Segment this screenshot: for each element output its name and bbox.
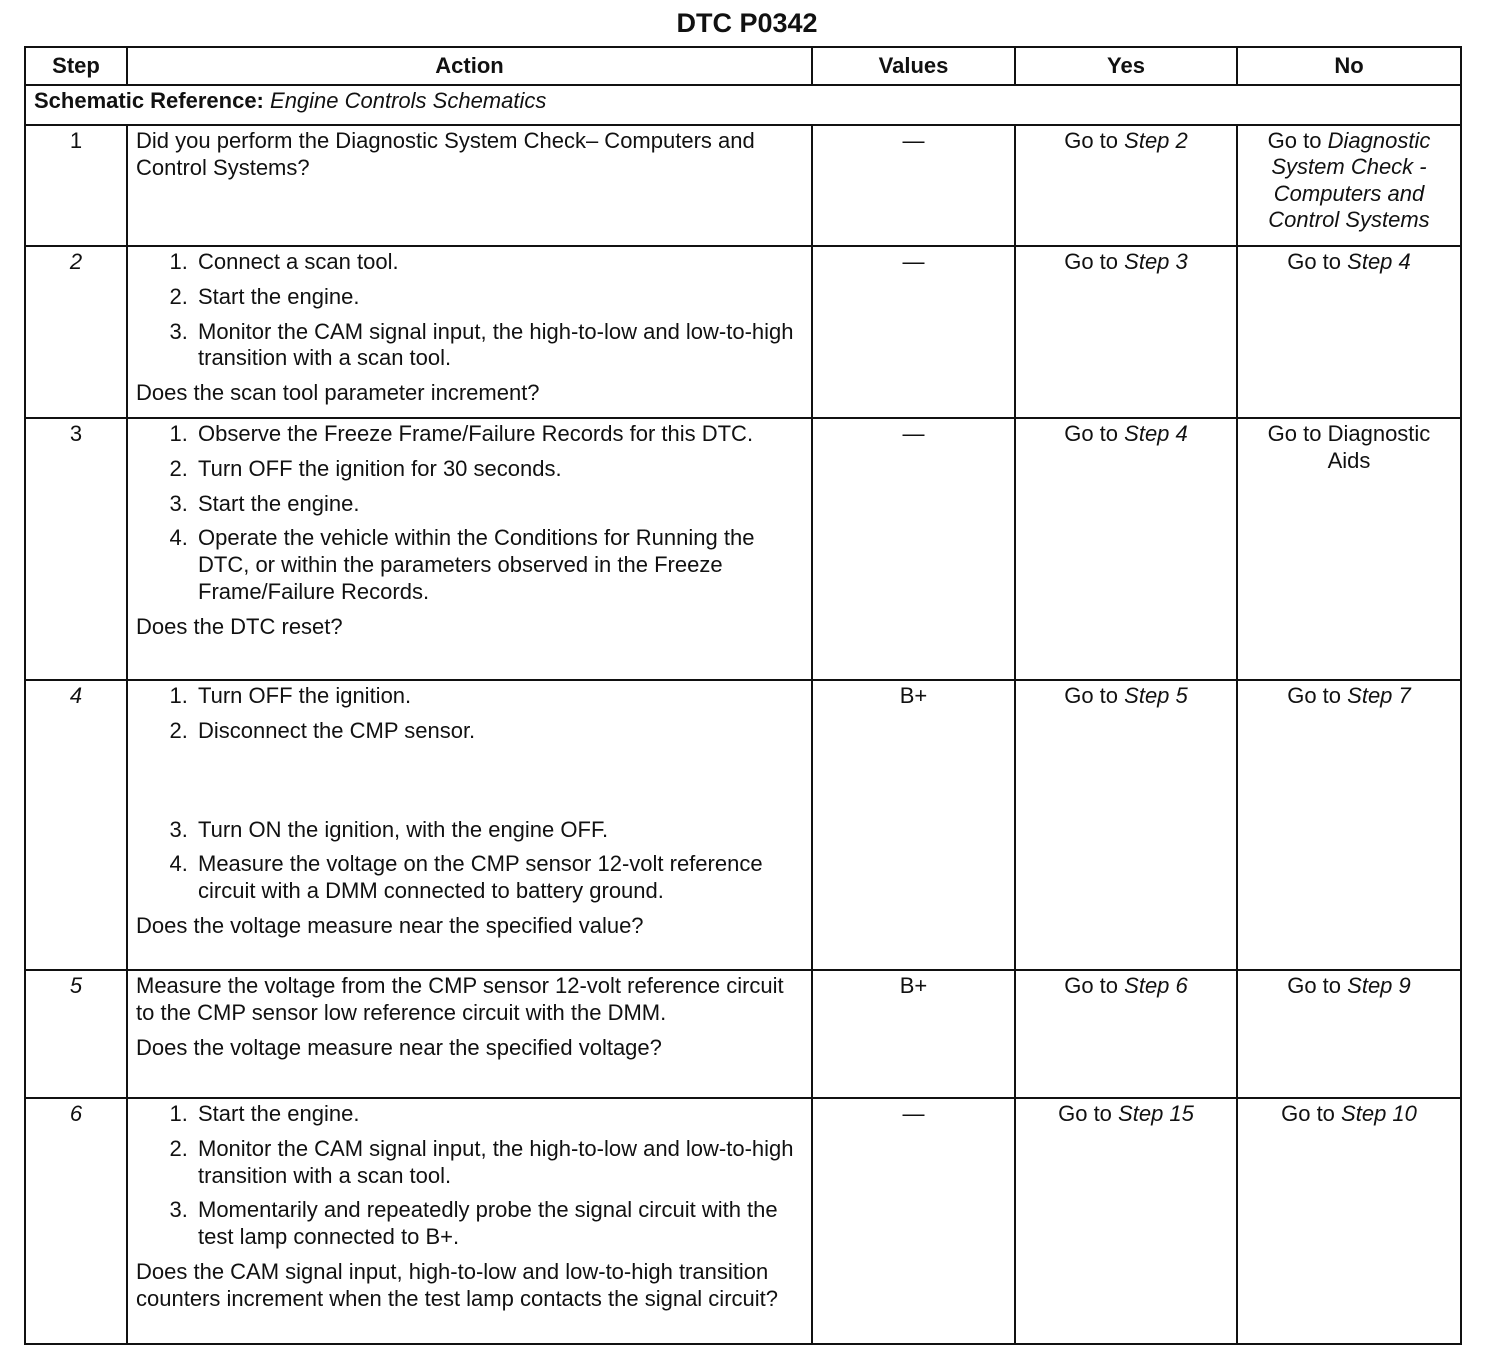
table-row (25, 970, 1461, 1098)
spacer (136, 753, 803, 817)
list-item: 1. Turn OFF the ignition. (194, 683, 803, 710)
yes-cell (1015, 680, 1237, 970)
list-item: 3. Momentarily and repeatedly probe the signal circuit with the test lamp connected to B+. (194, 1197, 803, 1251)
list-item: 2. Monitor the CAM signal input, the high-to-low and low-to-high transition with a scan tool. (194, 1136, 803, 1190)
list-item: 1. Connect a scan tool. (194, 249, 803, 276)
yes-cell (1015, 246, 1237, 418)
header-step: Step (25, 47, 127, 85)
no-cell (1237, 125, 1461, 246)
go-to-label: Go to (1064, 973, 1119, 998)
list-item: 2. Turn OFF the ignition for 30 seconds. (194, 456, 803, 483)
go-to-label: Go to (1287, 249, 1342, 274)
header-yes: Yes (1015, 47, 1237, 85)
go-to-label: Go to (1267, 128, 1322, 153)
table-row (25, 680, 1461, 970)
action-cell (127, 125, 812, 246)
list-item: 3. Monitor the CAM signal input, the high-to-low and low-to-high transition with a scan tool. (194, 319, 803, 373)
yes-cell (1015, 418, 1237, 680)
action-text: Did you perform the Diagnostic System Check– Computers and Control Systems? (136, 128, 755, 180)
no-link[interactable]: Diagnostic System Check - Computers and Control Systems (1268, 128, 1431, 233)
schematic-reference (25, 85, 1461, 125)
no-cell (1237, 246, 1461, 418)
action-list (136, 249, 803, 372)
yes-cell (1015, 1098, 1237, 1344)
action-question: Does the CAM signal input, high-to-low and low-to-high transition counters increment when the test lamp contacts the signal circuit? (136, 1259, 778, 1311)
action-cell (127, 970, 812, 1098)
action-cell (127, 418, 812, 680)
schematic-reference-label: Schematic Reference: (34, 88, 264, 113)
list-item: 3. Start the engine. (194, 491, 803, 518)
list-item: 4. Measure the voltage on the CMP sensor 12-volt reference circuit with a DMM connected to battery ground. (194, 851, 803, 905)
action-question: Does the DTC reset? (136, 613, 343, 639)
action-cell (127, 246, 812, 418)
list-item: 1. Start the engine. (194, 1101, 803, 1128)
table-row (25, 418, 1461, 680)
step-number: 6 (25, 1098, 127, 1344)
action-list (136, 1101, 803, 1251)
action-list (136, 421, 803, 606)
value-cell: — (812, 246, 1015, 418)
yes-link[interactable]: Step 5 (1124, 683, 1188, 708)
step-number: 4 (25, 680, 127, 970)
no-cell (1237, 418, 1461, 680)
header-action: Action (127, 47, 812, 85)
go-to-label: Go to (1064, 249, 1119, 274)
value-cell: — (812, 125, 1015, 246)
list-item: 2. Disconnect the CMP sensor. (194, 718, 803, 745)
action-question: Does the voltage measure near the specified voltage? (136, 1034, 662, 1060)
table-row (25, 125, 1461, 246)
page-title: DTC P0342 (676, 8, 818, 38)
step-number: 2 (25, 246, 127, 418)
list-item: 3. Turn ON the ignition, with the engine OFF. (194, 817, 803, 844)
table-row (25, 1098, 1461, 1344)
value-cell: B+ (812, 680, 1015, 970)
no-link[interactable]: Step 7 (1347, 683, 1411, 708)
header-values: Values (812, 47, 1015, 85)
action-list (136, 817, 803, 905)
action-text: Measure the voltage from the CMP sensor 12-volt reference circuit to the CMP sensor low reference circuit with the DMM. (136, 973, 784, 1025)
step-number: 3 (25, 418, 127, 680)
no-link[interactable]: Step 10 (1341, 1101, 1417, 1126)
table-row (25, 246, 1461, 418)
value-cell: — (812, 418, 1015, 680)
go-to-label: Go to (1064, 421, 1119, 446)
schematic-reference-link[interactable]: Engine Controls Schematics (270, 88, 547, 113)
list-item: 2. Start the engine. (194, 284, 803, 311)
go-to-label: Go to (1058, 1101, 1112, 1126)
list-item: 4. Operate the vehicle within the Conditions for Running the DTC, or within the parameters observed in the Freeze Frame/Failure Records. (194, 525, 803, 605)
no-cell (1237, 1098, 1461, 1344)
no-link[interactable]: Go to Diagnostic Aids (1267, 421, 1431, 473)
header-no: No (1237, 47, 1461, 85)
table-header-row (25, 47, 1461, 85)
no-link[interactable]: Step 9 (1347, 973, 1411, 998)
yes-link[interactable]: Step 2 (1124, 128, 1188, 153)
value-cell: B+ (812, 970, 1015, 1098)
go-to-label: Go to (1281, 1101, 1335, 1126)
go-to-label: Go to (1287, 973, 1342, 998)
step-number: 5 (25, 970, 127, 1098)
go-to-label: Go to (1064, 683, 1119, 708)
no-cell (1237, 680, 1461, 970)
go-to-label: Go to (1287, 683, 1342, 708)
step-number: 1 (25, 125, 127, 246)
list-item: 1. Observe the Freeze Frame/Failure Records for this DTC. (194, 421, 803, 448)
yes-link[interactable]: Step 3 (1124, 249, 1188, 274)
value-cell: — (812, 1098, 1015, 1344)
action-question: Does the voltage measure near the specified value? (136, 913, 644, 939)
no-cell (1237, 970, 1461, 1098)
action-cell (127, 1098, 812, 1344)
action-cell (127, 680, 812, 970)
go-to-label: Go to (1064, 128, 1119, 153)
yes-link[interactable]: Step 15 (1118, 1101, 1194, 1126)
action-list (136, 683, 803, 745)
no-link[interactable]: Step 4 (1347, 249, 1411, 274)
yes-link[interactable]: Step 6 (1124, 973, 1188, 998)
dtc-table (24, 46, 1462, 1345)
yes-cell (1015, 970, 1237, 1098)
action-question: Does the scan tool parameter increment? (136, 380, 540, 406)
yes-link[interactable]: Step 4 (1124, 421, 1188, 446)
yes-cell (1015, 125, 1237, 246)
schematic-reference-row (25, 85, 1461, 125)
